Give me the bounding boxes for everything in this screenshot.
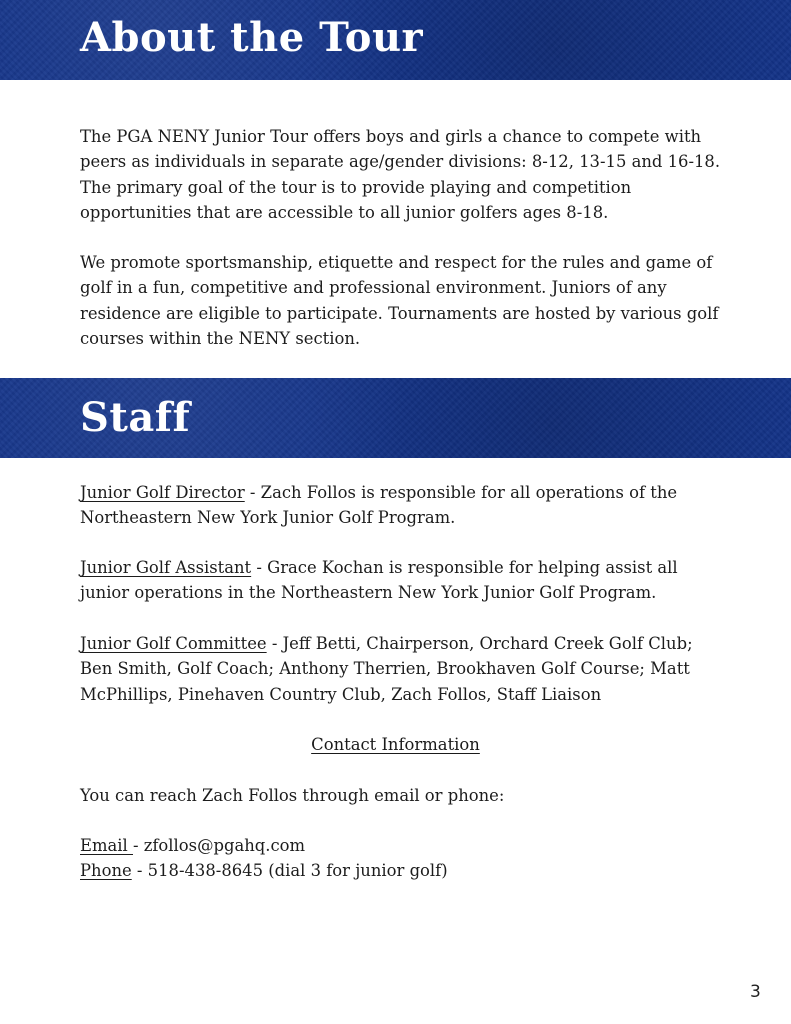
committee-description: - Jeff Betti, Chairperson, Orchard Creek Golf Club; Ben Smith, Golf Coach; Anthony Therrien, Brookhaven Golf Course; Matt McPhillips, Pinehaven Country Club, Zach Follos, Staff Liaison (80, 634, 693, 704)
staff-assistant-entry (80, 555, 730, 606)
director-title: Junior Golf Director (80, 483, 245, 502)
phone-value: - 518-438-8645 (dial 3 for junior golf) (131, 861, 448, 880)
assistant-title: Junior Golf Assistant (80, 558, 252, 577)
about-banner (0, 0, 791, 80)
director-description: - Zach Follos is responsible for all operations of the Northeastern New York Junior Golf Program. (80, 483, 678, 528)
about-heading: About the Tour (80, 14, 424, 61)
email-value: - zfollos@pgahq.com (132, 836, 306, 855)
contact-heading (0, 732, 791, 757)
contact-intro: You can reach Zach Follos through email or phone: (80, 786, 505, 805)
about-paragraph-1: The PGA NENY Junior Tour offers boys and girls a chance to compete with peers as individuals in separate age/gender divisions: 8-12, 13-15 and 16-18. The primary goal of the tour is to provide playing and competition opportunities that are accessible to all junior golfers ages 8-18. (80, 127, 721, 222)
page-number: 3 (750, 982, 761, 1002)
contact-email-line (80, 833, 730, 858)
staff-director-entry (80, 480, 730, 531)
about-paragraph-2: We promote sportsmanship, etiquette and respect for the rules and game of golf in a fun, competitive and professional environment. Juniors of any residence are eligible to participate. Tournaments are hosted by various golf courses within the NENY section. (80, 253, 719, 348)
phone-label: Phone (80, 861, 132, 880)
committee-title: Junior Golf Committee (80, 634, 267, 653)
staff-committee-entry (80, 631, 730, 707)
contact-phone-line (80, 858, 730, 883)
staff-banner (0, 378, 791, 458)
email-label: Email (80, 836, 133, 855)
assistant-description: - Grace Kochan is responsible for helping assist all junior operations in the Northeastern New York Junior Golf Program. (80, 558, 678, 603)
staff-heading: Staff (80, 394, 191, 441)
contact-heading-text: Contact Information (311, 735, 480, 754)
